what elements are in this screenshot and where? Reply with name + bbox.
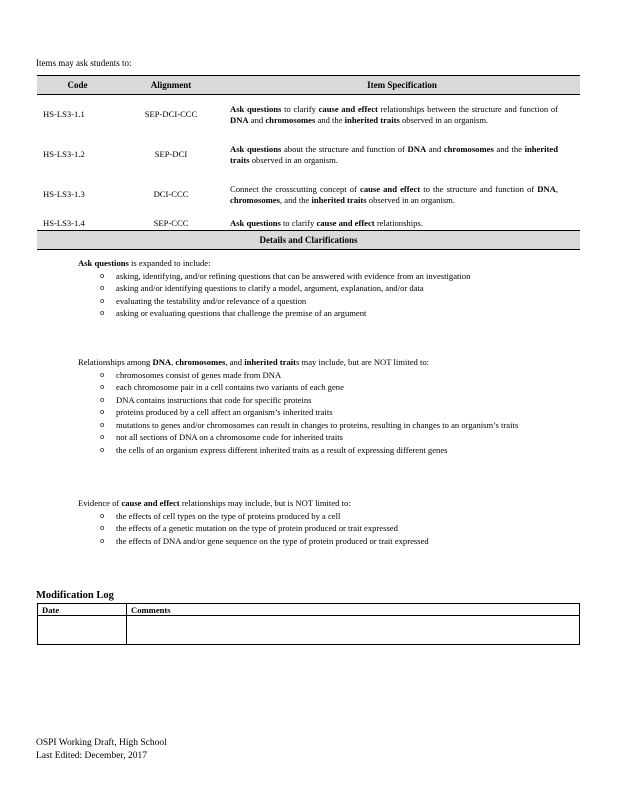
details-clarifications-header: Details and Clarifications (37, 230, 580, 250)
circle-bullet-icon: o (100, 420, 105, 429)
row-specification: Ask questions to clarify cause and effect relationships. (230, 217, 423, 228)
sub-list (60, 369, 560, 457)
footer-line-edited: Last Edited: December, 2017 (36, 751, 147, 761)
row-code: HS-LS3-1.4 (43, 217, 85, 228)
intro-text: Items may ask students to: (36, 58, 132, 68)
circle-bullet-icon: o (100, 511, 105, 520)
code-header: Code (37, 76, 118, 95)
sub-list (60, 270, 560, 320)
circle-bullet-icon: o (100, 296, 105, 305)
list-item: o asking, identifying, and/or refining questions that can be answered with evidence from an investigation (100, 270, 471, 281)
section-relationships (60, 356, 560, 456)
row-specification: Ask questions about the structure and function of DNA and chromosomes and the inherited traits observed in an organism. (230, 143, 558, 165)
circle-bullet-icon: o (100, 536, 105, 545)
circle-bullet-icon: o (100, 284, 105, 292)
date-cell[interactable] (38, 616, 127, 645)
circle-bullet-icon: o (100, 370, 105, 379)
list-item: o the effects of cell types on the type of proteins produced by a cell (100, 510, 341, 521)
section-lead (60, 257, 560, 270)
circle-bullet-icon: o (100, 309, 105, 317)
list-item: o evaluating the testability and/or relevance of a question (100, 295, 307, 306)
section-lead-text: Evidence of cause and effect relationships may include, but is NOT limited to: (78, 498, 351, 508)
row-specification: Connect the crosscutting concept of cause and effect to the structure and function of DNA, chromosomes, and the inherited traits observed in an organism. (230, 183, 558, 205)
circle-bullet-icon: o (100, 445, 105, 454)
row-alignment: SEP-CCC (153, 217, 189, 228)
date-header: Date (38, 604, 127, 616)
list-item: o chromosomes consist of genes made from DNA (100, 369, 282, 380)
list-item: o proteins produced by a cell affect an organism’s inherited traits (100, 407, 333, 417)
list-item: o the cells of an organism express different inherited traits as a result of expressing different genes (100, 444, 448, 455)
list-item: o asking or evaluating questions that challenge the premise of an argument (100, 308, 367, 318)
circle-bullet-icon: o (100, 524, 105, 532)
section-lead-text: Relationships among DNA, chromosomes, and inherited traits may include, but are NOT limited to: (78, 357, 430, 367)
list-item: o mutations to genes and/or chromosomes can result in changes to proteins, resulting in changes to an organism’s traits (100, 419, 519, 430)
table-row (38, 616, 580, 645)
section-evidence (60, 497, 560, 547)
section-lead-text: Ask questions is expanded to include: (78, 258, 211, 268)
modification-log-title: Modification Log (36, 590, 114, 601)
row-alignment: SEP-DCI (154, 149, 188, 160)
row-specification: Ask questions to clarify cause and effect relationships between the structure and function of DNA and chromosomes and the inherited traits observed in an organism. (230, 103, 558, 125)
circle-bullet-icon: o (100, 408, 105, 416)
comments-header: Comments (127, 604, 580, 616)
comments-cell[interactable] (127, 616, 580, 645)
sub-list (60, 510, 560, 548)
list-item: o DNA contains instructions that code for specific proteins (100, 394, 312, 405)
row-code: HS-LS3-1.3 (43, 189, 85, 200)
list-item: o not all sections of DNA on a chromosome code for inherited traits (100, 432, 343, 442)
table-row (37, 175, 580, 215)
circle-bullet-icon: o (100, 383, 105, 391)
footer-line-draft: OSPI Working Draft, High School (36, 738, 167, 748)
row-code: HS-LS3-1.1 (43, 109, 85, 120)
row-alignment: DCI-CCC (153, 189, 189, 200)
circle-bullet-icon: o (100, 271, 105, 280)
list-item: o asking and/or identifying questions to clarify a model, argument, explanation, and/or data (100, 283, 424, 293)
list-item: o the effects of DNA and/or gene sequence on the type of protein produced or trait expressed (100, 535, 429, 546)
modification-log-table (37, 603, 580, 645)
item-specification-table (37, 75, 580, 232)
section-lead (60, 497, 560, 510)
footer (36, 737, 167, 763)
table-row (37, 95, 580, 136)
row-alignment: SEP-DCI-CCC (144, 109, 198, 120)
list-item: o the effects of a genetic mutation on the type of protein produced or trait expressed (100, 523, 398, 533)
table-header-row (37, 76, 580, 95)
item-specification-header: Item Specification (224, 76, 580, 95)
row-code: HS-LS3-1.2 (43, 149, 85, 160)
section-lead (60, 356, 560, 369)
section-ask-questions (60, 257, 560, 320)
circle-bullet-icon: o (100, 433, 105, 441)
circle-bullet-icon: o (100, 395, 105, 404)
table-row (37, 135, 580, 175)
alignment-header: Alignment (118, 76, 224, 95)
table-header-row (38, 604, 580, 616)
list-item: o each chromosome pair in a cell contains two variants of each gene (100, 382, 344, 392)
